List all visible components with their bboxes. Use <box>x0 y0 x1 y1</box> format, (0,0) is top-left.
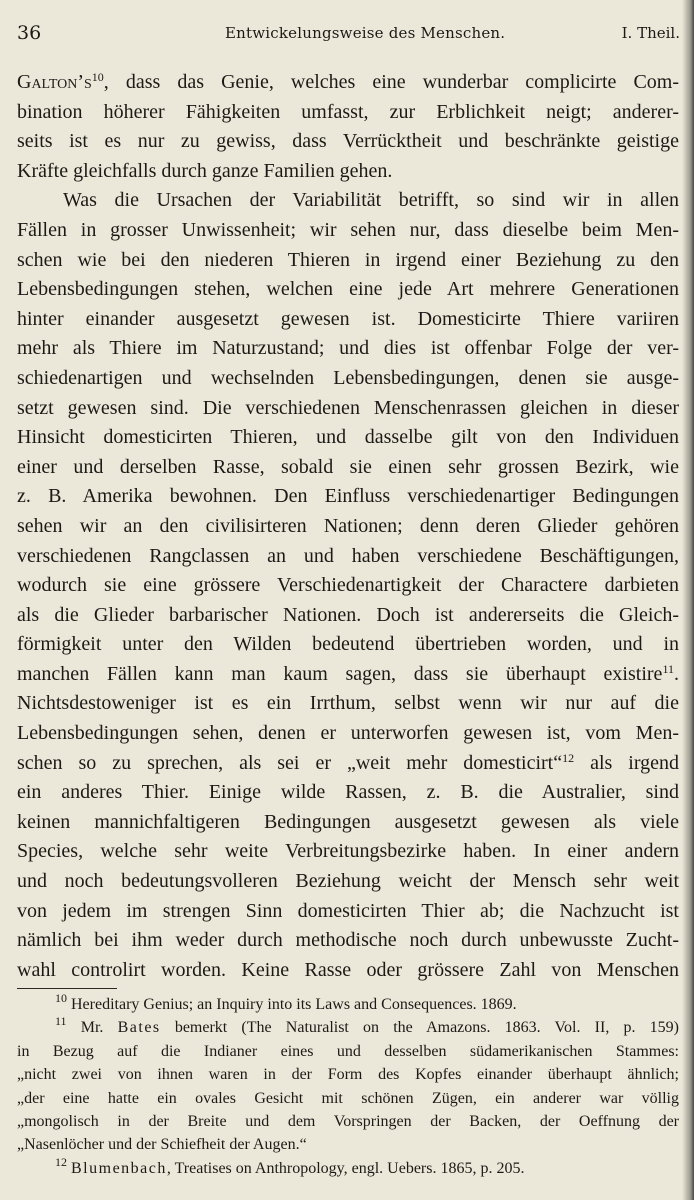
footnote-line <box>17 1087 679 1110</box>
text-run: „mongolisch in der Breite und dem Vorspringen der Backen, der Oeffnung der <box>17 1112 679 1130</box>
text-line: Was die Ursachen der Variabilität betrifft, so sind wir in allen <box>63 189 679 212</box>
text-line: sehen wir an den civilisirteren Nationen; denn deren Glieder gehören <box>17 514 679 537</box>
text-line <box>17 660 679 690</box>
text-line: Nichtsdestoweniger ist es ein Irrthum, selbst wenn wir nur auf die <box>17 692 679 715</box>
text-run: schen so zu sprechen, als sei er „weit mehr domesticirt“ <box>17 751 563 774</box>
text-run: „Nasenlöcher und der Schiefheit der Augen.“ <box>17 1136 307 1154</box>
text-line: schiedenartigen und wechselnden Lebensbedingungen, denen sie ausge- <box>17 366 679 389</box>
text-line: nämlich bei ihm weder durch methodische noch durch unbewusste Zucht- <box>17 929 679 952</box>
footnote-line <box>17 993 679 1016</box>
footnote-line <box>17 1016 679 1039</box>
text-run: als irgend <box>574 751 679 774</box>
cited-author: Blumenbach <box>71 1159 167 1177</box>
text-line: und noch bedeutungsvolleren Beziehung weicht der Mensch sehr weit <box>17 870 679 893</box>
author-name: Galton’s <box>17 71 92 93</box>
text-line: seits ist es nur zu gewiss, dass Verrücktheit und beschränkte geistige <box>17 130 679 153</box>
page-edge-shadow <box>682 0 694 1200</box>
footnote-rule <box>17 988 117 989</box>
footnote-ref: 10 <box>91 70 104 84</box>
text-line: wahl controlirt worden. Keine Rasse oder grössere Zahl von Menschen <box>17 958 679 981</box>
text-line: bination höherer Fähigkeiten umfasst, zur Erblichkeit neigt; anderer- <box>17 100 679 123</box>
text-line <box>17 68 679 98</box>
text-line: wodurch sie eine grössere Verschiedenartigkeit der Charactere darbieten <box>17 574 679 597</box>
footnote-line <box>17 1110 679 1133</box>
footnote-line <box>17 1040 679 1063</box>
text-line: hinter einander ausgesetzt gewesen ist. Domesticirte Thiere variiren <box>17 307 679 330</box>
text-run: Mr. <box>66 1019 118 1037</box>
text-line <box>17 749 679 779</box>
footnote-mark: 11 <box>55 1016 67 1029</box>
text-line: Species, welche sehr weite Verbreitungsbezirke haben. In einer andern <box>17 840 679 863</box>
footnotes <box>17 993 679 1180</box>
page-number: 36 <box>17 22 42 44</box>
text-line: mehr als Thiere im Naturzustand; und dies ist offenbar Folge der ver- <box>17 337 679 360</box>
main-text <box>17 68 679 985</box>
footnote-line <box>17 1157 679 1180</box>
text-line: Lebensbedingungen stehen, welchen eine jede Art mehrere Generationen <box>17 278 679 301</box>
text-run: „nicht zwei von ihnen waren in der Form des Kopfes einander überhaupt ähnlich; <box>17 1066 679 1084</box>
text-line: Lebensbedingungen sehen, denen er unterworfen gewesen ist, vom Men- <box>17 722 679 745</box>
footnote-ref: 12 <box>562 750 575 765</box>
text-run: Hereditary Genius; an Inquiry into its Laws and Consequences. 1869. <box>67 996 517 1013</box>
text-line: z. B. Amerika bewohnen. Den Einfluss verschiedenartiger Bedingungen <box>17 485 679 508</box>
text-run: , dass das Genie, welches eine wunderbar complicirte Com- <box>103 71 679 93</box>
text-line: verschiedenen Rangclassen an und haben verschiedene Beschäftigungen, <box>17 544 679 567</box>
running-title: Entwickelungsweise des Menschen. <box>225 24 506 42</box>
text-line: ein anderes Thier. Einige wilde Rassen, z. B. die Australier, sind <box>17 781 679 804</box>
footnote-mark: 12 <box>55 1156 67 1169</box>
text-line: setzt gewesen sind. Die verschiedenen Menschenrassen gleichen in dieser <box>17 396 679 419</box>
text-line: förmigkeit unter den Wilden bedeutend übertrieben worden, und in <box>17 633 679 656</box>
text-run: „der eine hatte ein ovales Gesicht mit schönen Zügen, ein anderer war völlig <box>17 1089 679 1107</box>
part-label: I. Theil. <box>621 24 680 42</box>
text-line: einer und derselben Rasse, sobald sie einen sehr grossen Bezirk, wie <box>17 455 679 478</box>
text-line: Hinsicht domesticirten Thieren, und dasselbe gilt von den Individuen <box>17 426 679 449</box>
text-run: manchen Fällen kann man kaum sagen, dass sie überhaupt existire <box>17 662 663 685</box>
footnote-line <box>17 1063 679 1086</box>
footnote-line <box>17 1133 679 1156</box>
text-line: keinen mannichfaltigeren Bedingungen ausgesetzt gewesen als viele <box>17 810 679 833</box>
text-line: schen wie bei den niederen Thieren in irgend einer Beziehung zu den <box>17 248 679 271</box>
text-run: bemerkt (The Naturalist on the Amazons. 1863. Vol. II, p. 159) <box>160 1019 679 1037</box>
footnote-ref: 11 <box>662 661 674 676</box>
text-run: , Treatises on Anthropology, engl. Uebers. 1865, p. 205. <box>166 1159 525 1177</box>
footnote-mark: 10 <box>55 993 67 1005</box>
text-line: als die Glieder barbarischer Nationen. Doch ist andererseits die Gleich- <box>17 603 679 626</box>
text-run: in Bezug auf die Indianer eines und desselben südamerikanischen Stammes: <box>17 1042 679 1060</box>
cited-author: Bates <box>117 1019 161 1037</box>
running-head <box>17 22 680 50</box>
text-line: Fällen in grosser Unwissenheit; wir sehen nur, dass dieselbe beim Men- <box>17 218 679 241</box>
text-line: Kräfte gleichfalls durch ganze Familien gehen. <box>17 159 393 182</box>
text-run: . <box>674 662 679 685</box>
text-line: von jedem im strengen Sinn domesticirten Thier ab; die Nachzucht ist <box>17 899 679 922</box>
